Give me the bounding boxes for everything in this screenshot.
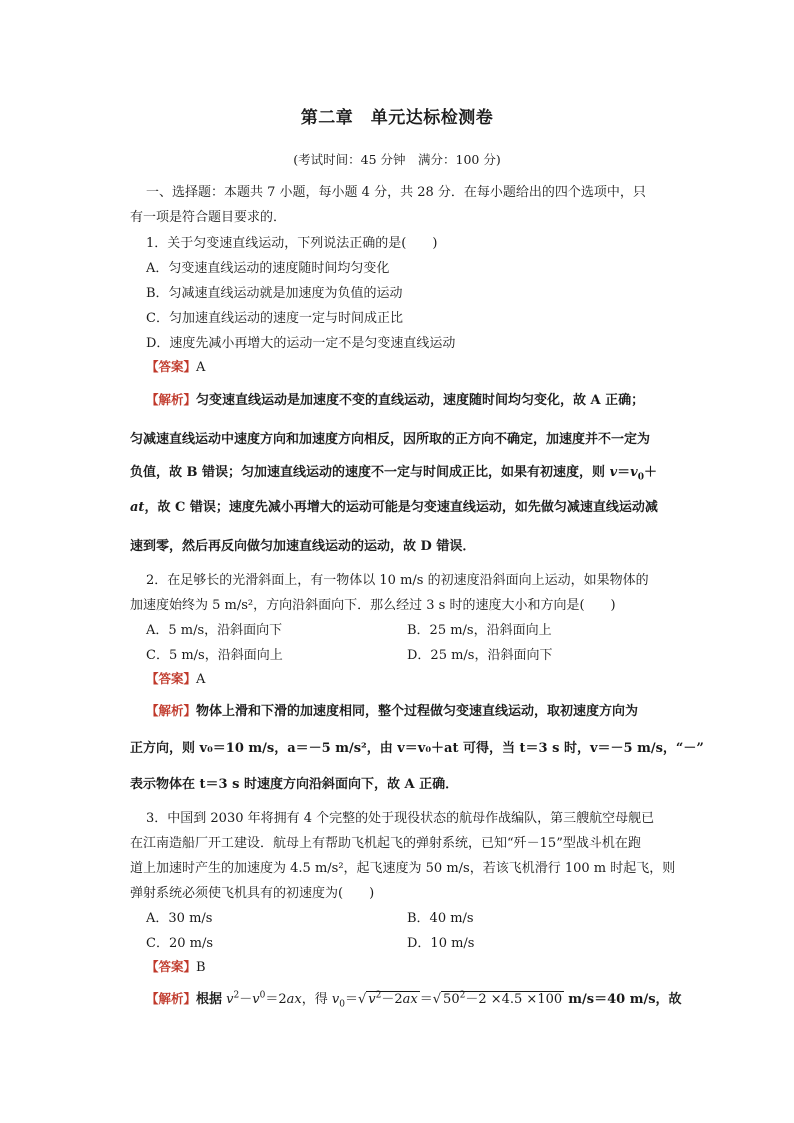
q2-analysis-line-1: 【解析】物体上滑和下滑的加速度相同，整个过程做匀变速直线运动，取初速度方向为 (146, 703, 639, 719)
q1-answer-value: A (196, 360, 206, 375)
q1-analysis-line-3: 负值，故 B 错误；匀加速直线运动的速度不一定与时间成正比，如果有初速度，则 $v=v_0+$ (130, 465, 657, 483)
q2-option-d: D．25 m/s，沿斜面向下 (407, 648, 553, 663)
analysis-tag: 【解析】 (146, 703, 197, 718)
q1-option-a: A．匀变速直线运动的速度随时间均匀变化 (146, 261, 390, 276)
q3-stem-line-4: 弹射系统必须使飞机具有的初速度为( ) (130, 886, 375, 901)
q3-option-a: A．30 m/s (146, 911, 213, 926)
q2-analysis-line-3: 表示物体在 t＝3 s 时速度方向沿斜面向下，故 A 正确． (130, 777, 459, 792)
q1-analysis-line-1: 【解析】匀变速直线运动是加速度不变的直线运动，速度随时间均匀变化，故 A 正确； (146, 392, 645, 408)
answer-tag: 【答案】 (146, 359, 197, 374)
q3-stem-line-1: 3．中国到 2030 年将拥有 4 个完整的处于现役状态的航母作战编队，第三艘航空母舰已 (146, 811, 655, 826)
q1-stem: 1．关于匀变速直线运动，下列说法正确的是( ) (146, 236, 438, 251)
q2-answer-value: A (196, 672, 206, 687)
formula: $v^2-v^0=2ax$，得 $v_0=√$ $v^2-2ax$ ＝√ $50^2-2 \times 4.5 \times 100$ (226, 990, 563, 1010)
answer-tag: 【答案】 (146, 671, 197, 686)
exam-info: (考试时间：45 分钟 满分：100 分) (293, 152, 501, 167)
q2-option-a: A．5 m/s，沿斜面向下 (146, 623, 283, 638)
q3-stem-line-2: 在江南造船厂开工建设．航母上有帮助飞机起飞的弹射系统，已知“歼－15”型战斗机在跑 (130, 836, 641, 851)
q2-stem-line-1: 2．在足够长的光滑斜面上，有一物体以 10 m/s 的初速度沿斜面向上运动，如果物体的 (146, 573, 649, 588)
q3-option-d: D．10 m/s (407, 936, 475, 951)
q3-answer (146, 957, 206, 975)
q1-option-c: C．匀加速直线运动的速度一定与时间成正比 (146, 311, 403, 326)
q3-answer-value: B (196, 960, 206, 975)
q2-option-c: C．5 m/s，沿斜面向上 (146, 648, 283, 663)
q2-answer (146, 669, 205, 687)
q1-answer (146, 357, 205, 375)
q3-option-c: C．20 m/s (146, 936, 213, 951)
q1-option-b: B．匀减速直线运动就是加速度为负值的运动 (146, 286, 403, 301)
section-intro-line-1: 一、选择题：本题共 7 小题，每小题 4 分，共 28 分．在每小题给出的四个选项中，只 (146, 185, 646, 200)
analysis-tag: 【解析】 (146, 392, 197, 407)
page-title: 第二章 单元达标检测卷 (300, 108, 494, 128)
q3-stem-line-3: 道上加速时产生的加速度为 4.5 m/s²，起飞速度为 50 m/s，若该飞机滑行 100 m 时起飞，则 (130, 861, 676, 876)
q1-analysis-line-2: 匀减速直线运动中速度方向和加速度方向相反，因所取的正方向不确定，加速度并不一定为 (130, 432, 651, 447)
q3-option-b: B．40 m/s (407, 911, 474, 926)
section-intro-line-2: 有一项是符合题目要求的． (130, 210, 287, 225)
q1-analysis-line-5: 速到零，然后再反向做匀加速直线运动的运动，故 D 错误． (130, 539, 476, 554)
q2-stem-line-2: 加速度始终为 5 m/s²，方向沿斜面向下．那么经过 3 s 时的速度大小和方向是( ) (130, 598, 616, 613)
q1-option-d: D．速度先减小再增大的运动一定不是匀变速直线运动 (146, 336, 456, 351)
q1-analysis-line-4: at，故 C 错误；速度先减小再增大的运动可能是匀变速直线运动，如先做匀减速直线运动减 (130, 500, 658, 515)
q2-analysis-line-2: 正方向，则 v₀＝10 m/s，a＝－5 m/s²，由 v＝v₀＋at 可得，当 t＝3 s 时，v＝－5 m/s，“－” (130, 741, 704, 756)
q3-analysis-line-1: 【解析】根据 $v^2-v^0=2ax$，得 $v_0=√$ $v^2-2ax$ ＝√ $50^2-2 \times 4.5 \times 100$ m/s＝40 m/s，故 (146, 990, 682, 1010)
q2-option-b: B．25 m/s，沿斜面向上 (407, 623, 552, 638)
answer-tag: 【答案】 (146, 959, 197, 974)
analysis-tag: 【解析】 (146, 991, 197, 1006)
